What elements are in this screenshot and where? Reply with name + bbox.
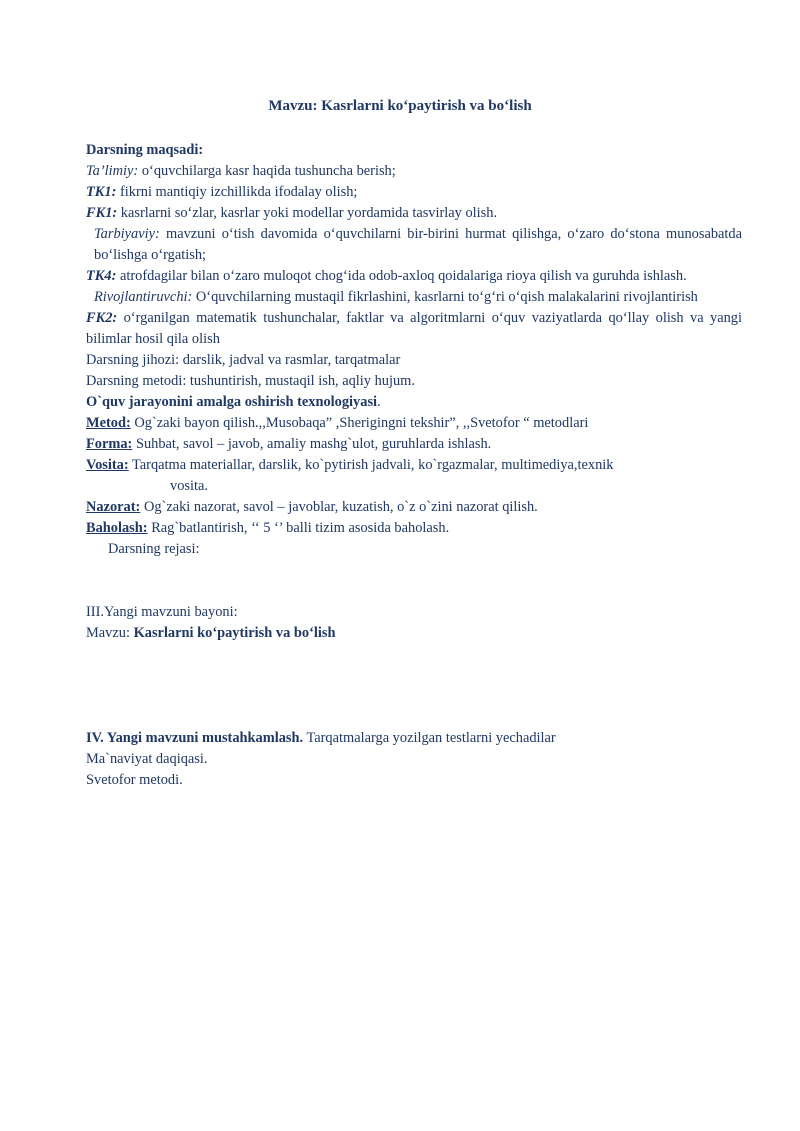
- rejasi-line: Darsning rejasi:: [108, 541, 200, 557]
- fk2-label: FK2:: [86, 310, 118, 326]
- spacer: [86, 644, 742, 728]
- talimiy-label: Ta’limiy:: [86, 163, 139, 179]
- section-4-label: IV. Yangi mavzuni mustahkamlash.: [86, 730, 304, 746]
- mavzu-line: [86, 623, 742, 644]
- rivojlantiruvchi-paragraph: [86, 287, 742, 308]
- metodi-line: Darsning metodi: tushuntirish, mustaqil ish, aqliy hujum.: [86, 373, 415, 389]
- spacer: [86, 560, 742, 602]
- tarbiyaviy-label: Tarbiyaviy:: [94, 226, 160, 242]
- metod-text: Og`zaki bayon qilish.,,Musobaqa” ,Sherigingni tekshir”, ,,Svetofor “ metodlari: [130, 415, 589, 431]
- mavzu-topic: Kasrlarni ko‘paytirish va bo‘lish: [133, 625, 336, 641]
- fk1-text: kasrlarni so‘zlar, kasrlar yoki modellar yordamida tasvirlay olish.: [117, 205, 498, 221]
- tarbiyaviy-text: mavzuni o‘tish davomida o‘quvchilarni bir-birini hurmat qilishga, o‘zaro do‘stona munosabatda bo‘lishga o‘rgatish;: [94, 226, 742, 263]
- rivojlantiruvchi-text: O‘quvchilarning mustaqil fikrlashini, kasrlarni to‘g‘ri o‘qish malakalarini rivojlantirish: [192, 289, 698, 305]
- mavzu-label: Mavzu:: [86, 625, 134, 641]
- tk4-label: TK4:: [86, 268, 117, 284]
- page-title: Mavzu: Kasrlarni ko‘paytirish va bo‘lish: [268, 98, 532, 114]
- nazorat-text: Og`zaki nazorat, savol – javoblar, kuzatish, o`z o`zini nazorat qilish.: [140, 499, 538, 515]
- tk1-text: fikrni mantiqiy izchillikda ifodalay olish;: [116, 184, 358, 200]
- manaviyat-line: Ma`naviyat daqiqasi.: [86, 751, 208, 767]
- talimiy-line: [86, 161, 742, 182]
- tarbiyaviy-paragraph: [86, 224, 742, 266]
- baholash-label: Baholash:: [86, 520, 148, 536]
- vosita-continuation: vosita.: [170, 478, 208, 494]
- forma-label: Forma:: [86, 436, 133, 452]
- document-body: [86, 140, 742, 791]
- forma-line: [86, 434, 742, 455]
- nazorat-line: [86, 497, 742, 518]
- section-4-line: [86, 728, 742, 749]
- svetofor-line: Svetofor metodi.: [86, 772, 183, 788]
- baholash-text: Rag`batlantirish, ‘‘ 5 ‘’ balli tizim asosida baholash.: [147, 520, 450, 536]
- fk1-line: [86, 203, 742, 224]
- metod-label: Metod:: [86, 415, 131, 431]
- metod-line: [86, 413, 742, 434]
- section-4-text: Tarqatmalarga yozilgan testlarni yechadilar: [303, 730, 556, 746]
- tk1-label: TK1:: [86, 184, 117, 200]
- technology-heading: O`quv jarayonini amalga oshirish texnologiyasi.: [86, 394, 381, 410]
- rivojlantiruvchi-label: Rivojlantiruvchi:: [94, 289, 193, 305]
- tk4-text: atrofdagilar bilan o‘zaro muloqot chog‘ida odob-axloq qoidalariga rioya qilish va guruhda ishlash.: [116, 268, 687, 284]
- jihozi-line: Darsning jihozi: darslik, jadval va rasmlar, tarqatmalar: [86, 352, 401, 368]
- section-3-heading: III.Yangi mavzuni bayoni:: [86, 604, 238, 620]
- technology-label: O`quv jarayonini amalga oshirish texnologiyasi: [86, 394, 378, 410]
- vosita-text: Tarqatma materiallar, darslik, ko`pytirish jadvali, ko`rgazmalar, multimediya,texnik: [128, 457, 614, 473]
- vosita-line: [86, 455, 742, 476]
- vosita-label: Vosita:: [86, 457, 129, 473]
- fk2-paragraph: [86, 308, 742, 350]
- tk1-line: [86, 182, 742, 203]
- tk4-paragraph: [86, 266, 742, 287]
- fk1-label: FK1:: [86, 205, 118, 221]
- baholash-line: [86, 518, 742, 539]
- goal-heading: Darsning maqsadi:: [86, 142, 204, 158]
- fk2-text: o‘rganilgan matematik tushunchalar, faktlar va algoritmlarni o‘quv vaziyatlarda qo‘llay olish va yangi bilimlar hosil qila olish: [86, 310, 742, 347]
- forma-text: Suhbat, savol – javob, amaliy mashg`ulot, guruhlarda ishlash.: [132, 436, 492, 452]
- talimiy-text: o‘quvchilarga kasr haqida tushuncha berish;: [138, 163, 396, 179]
- nazorat-label: Nazorat:: [86, 499, 141, 515]
